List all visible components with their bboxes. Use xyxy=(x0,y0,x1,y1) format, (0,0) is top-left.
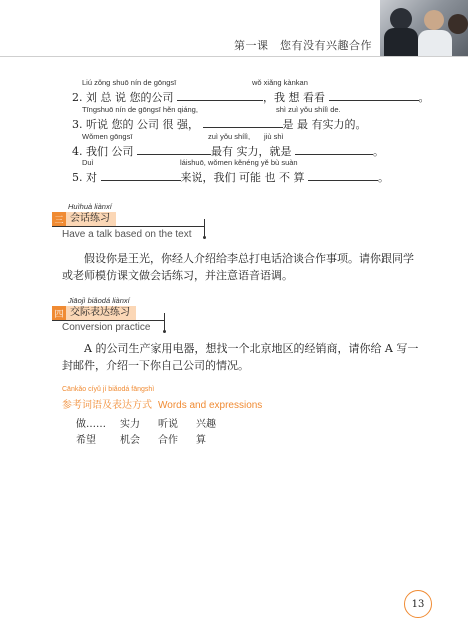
sentence-part: 刘 总 说 您的公司 xyxy=(86,91,174,104)
section-instructions: 假设你是王光，你经人介绍给李总打电话洽谈合作事项。请你跟同学或老师模仿课文做会话练习，并注意语音语调。 xyxy=(62,252,414,282)
section-english-title: Conversion practice xyxy=(62,322,151,333)
header-photo xyxy=(380,0,468,56)
section-heading xyxy=(52,306,136,320)
section-pinyin: Huìhuà liànxí xyxy=(68,202,112,211)
pinyin: Liú zǒng shuō nín de gōngsī xyxy=(82,78,177,87)
reference-pinyin: Cānkǎo cíyǔ jí biǎodá fāngshì xyxy=(62,386,155,393)
answer-blank[interactable] xyxy=(329,91,419,101)
lesson-header-title: 第一课 您有没有兴趣合作 xyxy=(234,39,372,52)
section-rule-dot xyxy=(203,236,206,239)
reference-word: 希望 xyxy=(76,435,96,446)
exercise-number: 4. xyxy=(72,145,83,158)
pinyin: Tīngshuō nín de gōngsī hěn qiáng, xyxy=(82,105,198,114)
reference-word: 做…… xyxy=(76,419,106,430)
pinyin: jiù shì xyxy=(264,132,284,141)
answer-blank[interactable] xyxy=(137,145,211,155)
sentence-part: 我们 公司 xyxy=(86,145,134,158)
reference-word: 兴趣 xyxy=(196,419,216,430)
reference-word: 算 xyxy=(196,435,206,446)
section-rule xyxy=(52,320,164,321)
answer-blank[interactable] xyxy=(177,91,263,101)
pinyin: shì zuì yǒu shílì de. xyxy=(276,105,341,114)
answer-blank[interactable] xyxy=(203,118,283,128)
page-number: 13 xyxy=(404,590,432,618)
section-rule-dot xyxy=(163,330,166,333)
section-english-title: Have a talk based on the text xyxy=(62,229,192,240)
answer-blank[interactable] xyxy=(101,171,181,181)
sentence-end: 。 xyxy=(373,145,384,158)
sentence-part: 对 xyxy=(86,171,97,184)
reference-title xyxy=(62,396,262,411)
pinyin: wǒ xiǎng kànkan xyxy=(252,78,308,87)
reference-title-cn: 参考词语及表达方式 xyxy=(62,400,152,411)
pinyin: Duì xyxy=(82,158,94,167)
pinyin: zuì yǒu shílì, xyxy=(208,132,251,141)
section-number: 三 xyxy=(52,212,66,226)
section-title: 会话练习 xyxy=(66,212,116,226)
sentence-part: 是 最 有实力的。 xyxy=(282,118,367,131)
sentence-end: 。 xyxy=(418,91,430,104)
section-instructions: A 的公司生产家用电器，想找一个北京地区的经销商，请你给 A 写一封邮件，介绍一下你自己公司的情况。 xyxy=(62,342,419,372)
answer-blank[interactable] xyxy=(308,171,378,181)
reference-word: 合作 xyxy=(158,435,178,446)
reference-word: 实力 xyxy=(120,419,140,430)
sentence-part: 来说，我们 可能 也 不 算 xyxy=(180,171,305,184)
pinyin: láishuō, wǒmen kěnéng yě bù suàn xyxy=(180,158,298,167)
section-title: 交际表达练习 xyxy=(66,306,136,320)
reference-word: 听说 xyxy=(158,419,178,430)
exercise-number: 5. xyxy=(72,171,83,184)
section-number: 四 xyxy=(52,306,66,320)
answer-blank[interactable] xyxy=(295,145,373,155)
section-heading xyxy=(52,212,116,226)
exercise-number: 3. xyxy=(72,118,83,131)
section-rule xyxy=(52,226,204,227)
section-rule xyxy=(204,219,205,237)
exercise-number: 2. xyxy=(72,91,83,104)
section-rule xyxy=(164,313,165,331)
reference-word: 机会 xyxy=(120,435,140,446)
header-divider xyxy=(0,56,468,57)
pinyin: Wǒmen gōngsī xyxy=(82,132,133,141)
section-pinyin: Jiāojì biǎodá liànxí xyxy=(68,296,130,305)
sentence-part: ，我 想 看看 xyxy=(263,91,325,104)
reference-title-en: Words and expressions xyxy=(158,400,263,411)
sentence-part: 听说 您的 公司 很 强， xyxy=(86,118,199,131)
sentence-end: 。 xyxy=(378,171,389,184)
sentence-part: 最有 实力，就是 xyxy=(211,145,292,158)
